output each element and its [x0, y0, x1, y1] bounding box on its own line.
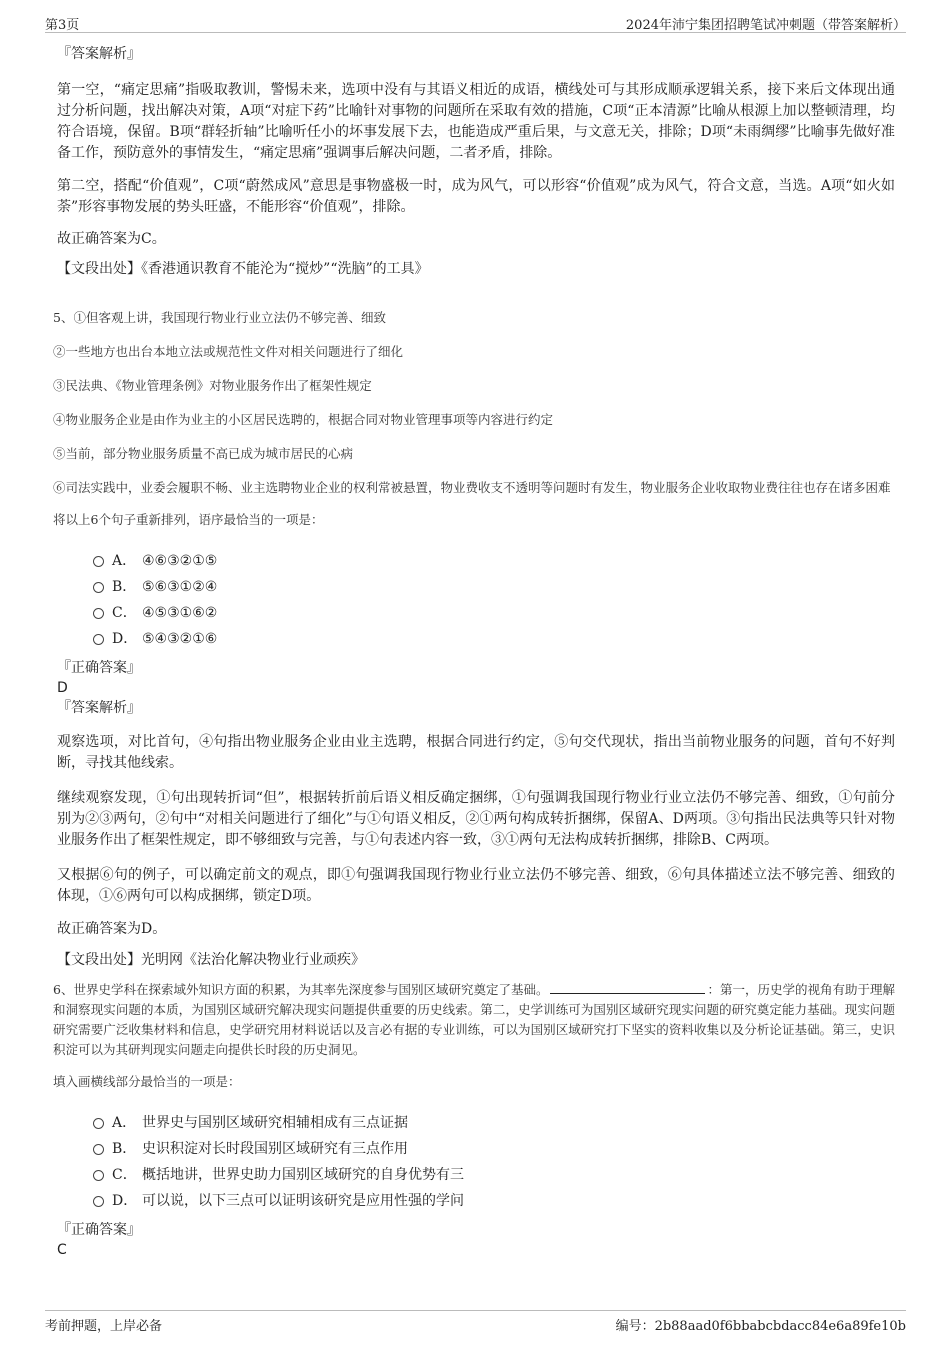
- question-5: [53, 308, 895, 652]
- correct-answer-label: 『正确答案』: [57, 660, 141, 676]
- option-list: [53, 548, 895, 652]
- radio-icon[interactable]: [93, 1144, 104, 1155]
- option-a[interactable]: A． ④⑥③②①⑤: [93, 548, 895, 574]
- option-b[interactable]: B． 史识积淀对长时段国别区域研究有三点作用: [93, 1136, 895, 1162]
- radio-icon[interactable]: [93, 556, 104, 567]
- analysis-paragraph: 第二空，搭配“价值观”，C项“蔚然成风”意思是事物盛极一时，成为风气，可以形容“价值观”成为风气，符合文意，当选。A项“如火如荼”形容事物发展的势头旺盛，不能形容“价值观”，排除。: [57, 178, 895, 215]
- page-header: [0, 0, 950, 38]
- question-sentence: ③民法典、《物业管理条例》对物业服务作出了框架性规定: [53, 378, 372, 393]
- analysis-paragraph: 又根据⑥句的例子，可以确定前文的观点，即①句强调我国现行物业行业立法仍不够完善、细致，⑥句具体描述立法不够完善、细致的体现，①⑥两句可以构成捆绑，锁定D项。: [57, 867, 895, 904]
- question-stem: 6、世界史学科在探索域外知识方面的积累，为其率先深度参与国别区域研究奠定了基础。 ：第一，历史学的视角有助于理解和洞察现实问题的本质，为国别区域研究解决现实问题提供重要的历史线索。第二，史学训练可为国别区域研究现实问题的研究奠定能力基础。现实问题研究需要广泛收集材料和信息，史学研究用材料说话以及言必有据的专业训练，可以为国别区域研究打下坚实的资料收集以及分析论证基础。第三，史识积淀可以为其研判现实问题走向提供长时段的历史洞见。: [53, 982, 895, 1057]
- question-prompt: 填入画横线部分最恰当的一项是：: [53, 1074, 241, 1089]
- radio-icon[interactable]: [93, 1118, 104, 1129]
- question-prompt: 将以上6个句子重新排列，语序最恰当的一项是：: [53, 512, 324, 527]
- document-id: 编号：2b88aad0f6bbabcbdacc84e6a89fe10b: [615, 1319, 906, 1334]
- option-d[interactable]: D． 可以说，以下三点可以证明该研究是应用性强的学问: [93, 1188, 895, 1214]
- question-sentence: ②一些地方也出台本地立法或规范性文件对相关问题进行了细化: [53, 344, 404, 359]
- analysis-paragraph: 观察选项，对比首句，④句指出物业服务企业由业主选聘，根据合同进行约定，⑤句交代现状，指出当前物业服务的问题，首句不好判断，寻找其他线索。: [57, 734, 895, 771]
- option-c[interactable]: C． 概括地讲，世界史助力国别区域研究的自身优势有三: [93, 1162, 895, 1188]
- radio-icon[interactable]: [93, 582, 104, 593]
- radio-icon[interactable]: [93, 1196, 104, 1207]
- option-list: [53, 1110, 895, 1214]
- document-body: [53, 44, 895, 1260]
- footer-divider: [45, 1310, 906, 1311]
- option-a[interactable]: A． 世界史与国别区域研究相辅相成有三点证据: [93, 1110, 895, 1136]
- option-c[interactable]: C． ④⑤③①⑥②: [93, 600, 895, 626]
- correct-answer: D: [57, 680, 68, 696]
- question-6: [53, 980, 895, 1214]
- radio-icon[interactable]: [93, 1170, 104, 1181]
- option-b[interactable]: B． ⑤⑥③①②④: [93, 574, 895, 600]
- radio-icon[interactable]: [93, 634, 104, 645]
- analysis-conclusion: 故正确答案为C。: [57, 231, 166, 247]
- page-number: 第3页: [45, 18, 80, 33]
- analysis-paragraph: 继续观察发现，①句出现转折词“但”，根据转折前后语义相反确定捆绑，①句强调我国现行物业行业立法仍不够完善、细致，①句前分别为②③两句，②句中“对相关问题进行了细化”与①句语义相反，②①两句构成转折捆绑，保留A、D两项。③句指出民法典等只针对物业服务作出了框架性规定，即不够细致与完善，与①句表述内容一致，③①两句无法构成转折捆绑，排除B、C两项。: [57, 790, 895, 848]
- footer-slogan: 考前押题，上岸必备: [45, 1319, 163, 1334]
- analysis-conclusion: 故正确答案为D。: [57, 921, 167, 937]
- question-sentence: ⑥司法实践中，业委会履职不畅、业主选聘物业企业的权利常被悬置，物业费收支不透明等问题时有发生，物业服务企业收取物业费往往也存在诸多困难: [53, 480, 891, 495]
- header-divider: [45, 32, 906, 33]
- correct-answer-label: 『正确答案』: [57, 1222, 141, 1238]
- answer-analysis-label: 『答案解析』: [57, 46, 141, 62]
- answer-blank: [550, 981, 705, 994]
- answer-analysis-label: 『答案解析』: [57, 700, 141, 716]
- source-citation: 【文段出处】光明网《法治化解决物业行业顽疾》: [57, 952, 365, 968]
- radio-icon[interactable]: [93, 608, 104, 619]
- document-title: 2024年沛宁集团招聘笔试冲刺题（带答案解析）: [625, 18, 906, 33]
- option-d[interactable]: D． ⑤④③②①⑥: [93, 626, 895, 652]
- question-sentence: ④物业服务企业是由作为业主的小区居民选聘的，根据合同对物业管理事项等内容进行约定: [53, 412, 554, 427]
- correct-answer: C: [57, 1242, 67, 1258]
- question-sentence: 5、①但客观上讲，我国现行物业行业立法仍不够完善、细致: [53, 310, 386, 325]
- source-citation: 【文段出处】《香港通识教育不能沦为“搅炒”“洗脑”的工具》: [57, 261, 429, 277]
- analysis-paragraph: 第一空，“痛定思痛”指吸取教训，警惕未来，选项中没有与其语义相近的成语，横线处可与其形成顺承逻辑关系，接下来后文体现出通过分析问题，找出解决对策，A项“对症下药”比喻针对事物的问题所在采取有效的措施，C项“正本清源”比喻从根源上加以整顿清理，均符合语境，保留。B项“群轻折轴”比喻听任小的坏事发展下去，也能造成严重后果，与文意无关，排除；D项“未雨绸缪”比喻事先做好准备工作，预防意外的事情发生，“痛定思痛”强调事后解决问题，二者矛盾，排除。: [57, 82, 895, 161]
- question-sentence: ⑤当前，部分物业服务质量不高已成为城市居民的心病: [53, 446, 354, 461]
